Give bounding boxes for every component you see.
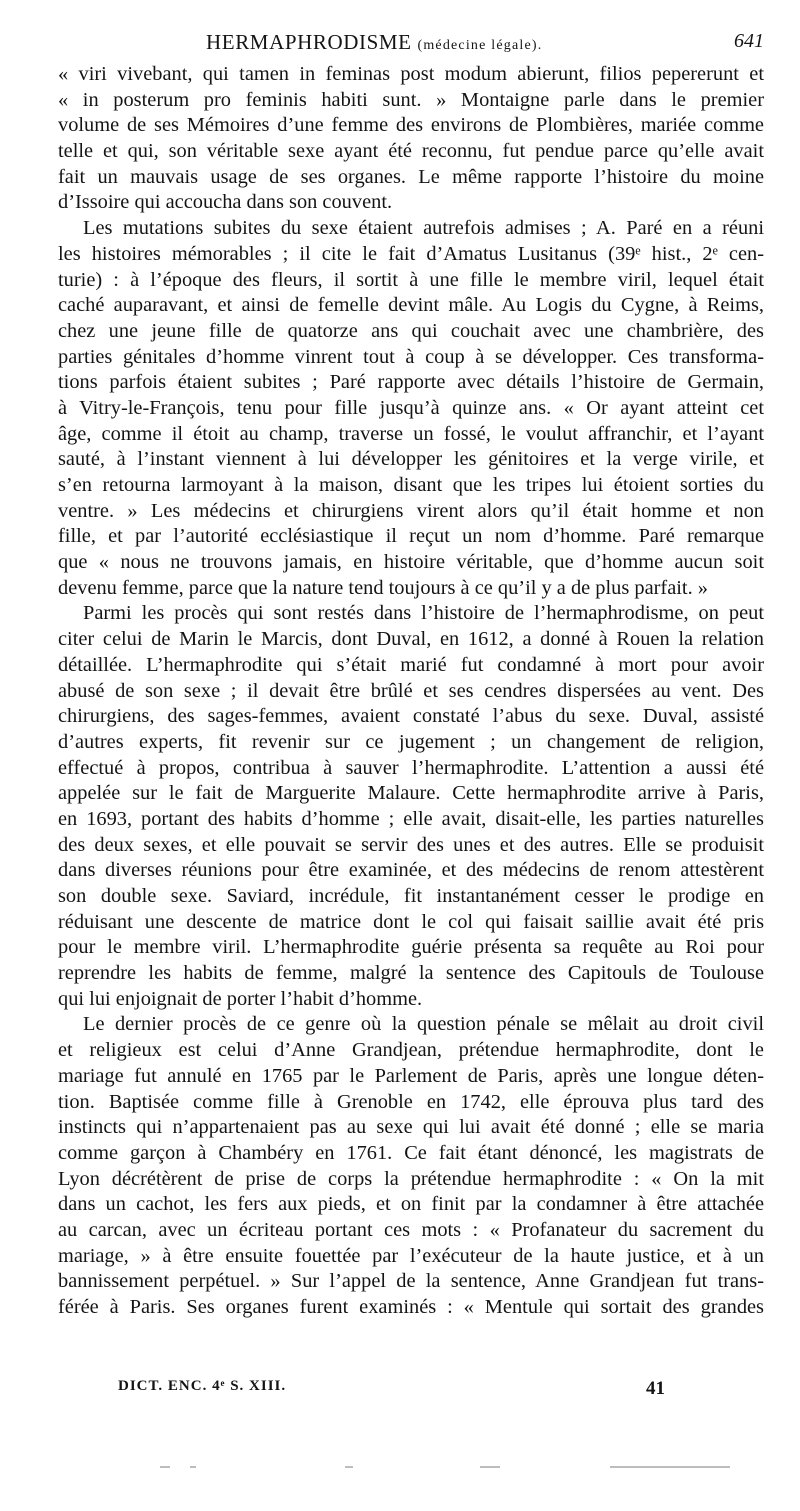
text-line: « viri vivebant, qui tamen in feminas post modum abierunt, filios pepererunt et	[58, 63, 764, 85]
text-line: d’autres experts, fit revenir sur ce jugement ; un changement de religion,	[58, 730, 764, 753]
text-line: dans diverses réunions pour être examinée, et des médecins de renom attestèrent	[58, 859, 764, 882]
text-line: d’Issoire qui accoucha dans son couvent.	[58, 191, 393, 214]
running-head-title-group	[206, 30, 542, 55]
text-line: en 1693, portant des habits d’homme ; elle avait, disait-elle, les parties naturelles	[58, 807, 764, 830]
text-line: chirurgiens, des sages-femmes, avaient constaté l’abus du sexe. Duval, assisté	[58, 705, 764, 728]
sheet-number: 41	[646, 1378, 665, 1399]
text-line: telle et qui, son véritable sexe ayant été reconnu, fut pendue parce qu’elle avait	[58, 140, 764, 163]
scan-artifact	[345, 1466, 353, 1468]
text-line: et religieux est celui d’Anne Grandjean, prétendue hermaphrodite, dont le	[58, 1039, 764, 1062]
page-footer	[58, 1378, 764, 1406]
scan-artifact	[610, 1466, 730, 1468]
text-line: pour le membre viril. L’hermaphrodite guérie présenta sa requête au Roi pour	[58, 936, 764, 959]
text-line: son double sexe. Saviard, incrédule, fit instantanément cesser le prodige en	[58, 885, 764, 907]
scan-artifact	[190, 1466, 196, 1468]
text-line: Les mutations subites du sexe étaient autrefois admises ; A. Paré en a réuni	[83, 217, 764, 240]
text-line: s’en retourna larmoyant à la maison, disant que les tripes lui étoient sorties du	[58, 474, 764, 496]
text-line: fait un mauvais usage de ses organes. Le même rapporte l’histoire du moine	[58, 165, 764, 188]
text-line: parties génitales d’homme vinrent tout à coup à se développer. Ces transforma-	[58, 345, 764, 368]
page-number: 641	[734, 30, 764, 52]
text-line: citer celui de Marin le Marcis, dont Duval, en 1612, a donné à Rouen la relation	[58, 628, 764, 651]
text-line: instincts qui n’appartenaient pas au sexe qui lui avait été donné ; elle se maria	[58, 1116, 764, 1139]
text-line: qui lui enjoignait de porter l’habit d’homme.	[58, 987, 423, 1010]
text-line: volume de ses Mémoires d’une femme des environs de Plombières, mariée comme	[58, 114, 764, 137]
text-line: appelée sur le fait de Marguerite Malaure. Cette hermaphrodite arrive à Paris,	[58, 782, 764, 805]
text-line: que « nous ne trouvons jamais, en histoire véritable, que d’homme aucun soit	[58, 551, 764, 574]
signature-mark: DICT. ENC. 4ᵉ S. XIII.	[118, 1378, 287, 1394]
text-line: au carcan, avec un écriteau portant ces mots : « Profanateur du sacrement du	[58, 1218, 764, 1241]
text-line: sauté, à l’instant viennent à lui développer les génitoires et la verge virile, et	[58, 448, 764, 471]
text-line: âge, comme il étoit au champ, traverse un fossé, le voulut affranchir, et l’ayant	[58, 422, 764, 445]
text-line: ventre. » Les médecins et chirurgiens virent alors qu’il était homme et non	[58, 499, 764, 522]
text-line: Lyon décrétèrent de prise de corps la prétendue hermaphrodite : « On la mit	[58, 1167, 764, 1190]
text-line: devenu femme, parce que la nature tend toujours à ce qu’il y a de plus parfait. »	[58, 576, 708, 599]
text-line: tions parfois étaient subites ; Paré rapporte avec détails l’histoire de Germain,	[58, 371, 764, 394]
text-line: chez une jeune fille de quatorze ans qui couchait avec une chambrière, des	[58, 319, 764, 342]
text-line: « in posterum pro feminis habiti sunt. » Montaigne parle dans le premier	[58, 88, 764, 111]
text-line: Parmi les procès qui sont restés dans l’histoire de l’hermaphrodisme, on peut	[83, 602, 764, 625]
text-line: mariage fut annulé en 1765 par le Parlement de Paris, après une longue déten-	[58, 1064, 764, 1087]
running-head	[58, 30, 764, 58]
text-line: les histoires mémorables ; il cite le fait d’Amatus Lusitanus (39ᵉ hist., 2ᵉ cen-	[58, 242, 764, 265]
text-line: caché auparavant, et ainsi de femelle devint mâle. Au Logis du Cygne, à Reims,	[58, 294, 764, 317]
scan-artifacts	[150, 1466, 750, 1470]
text-line: férée à Paris. Ses organes furent examinés : « Mentule qui sortait des grandes	[58, 1296, 764, 1318]
text-line: abusé de son sexe ; il devait être brûlé et ses cendres dispersées au vent. Des	[58, 679, 764, 702]
text-line: turie) : à l’époque des fleurs, il sortit à une fille le membre viril, lequel était	[58, 268, 764, 291]
text-line: réduisant une descente de matrice dont le col qui faisait saillie avait été pris	[58, 910, 764, 933]
text-line: comme garçon à Chambéry en 1761. Ce fait étant dénoncé, les magistrats de	[58, 1141, 764, 1164]
text-line: dans un cachot, les fers aux pieds, et on finit par la condamner à être attachée	[58, 1193, 764, 1216]
text-line: Le dernier procès de ce genre où la question pénale se mêlait au droit civil	[83, 1013, 764, 1036]
text-line: à Vitry-le-François, tenu pour fille jusqu’à quinze ans. « Or ayant atteint cet	[58, 396, 764, 419]
scan-artifact	[160, 1466, 170, 1468]
text-line: tion. Baptisée comme fille à Grenoble en 1742, elle éprouva plus tard des	[58, 1090, 764, 1113]
scan-artifact	[480, 1466, 500, 1468]
text-line: fille, et par l’autorité ecclésiastique il reçut un nom d’homme. Paré remarque	[58, 525, 764, 548]
text-line: reprendre les habits de femme, malgré la sentence des Capitouls de Toulouse	[58, 962, 764, 985]
body-text	[58, 62, 764, 1321]
running-head-subtitle: (médecine légale).	[417, 38, 543, 53]
text-line: mariage, » à être ensuite fouettée par l’exécuteur de la haute justice, et à un	[58, 1244, 764, 1267]
text-line: détaillée. L’hermaphrodite qui s’était marié fut condamné à mort pour avoir	[58, 653, 764, 676]
text-line: effectué à propos, contribua à sauver l’hermaphrodite. L’attention a aussi été	[58, 756, 764, 779]
text-line: bannissement perpétuel. » Sur l’appel de la sentence, Anne Grandjean fut trans-	[58, 1270, 764, 1293]
running-head-title: HERMAPHRODISME	[206, 30, 412, 54]
text-line: des deux sexes, et elle pouvait se servir des unes et des autres. Elle se produisit	[58, 833, 764, 856]
